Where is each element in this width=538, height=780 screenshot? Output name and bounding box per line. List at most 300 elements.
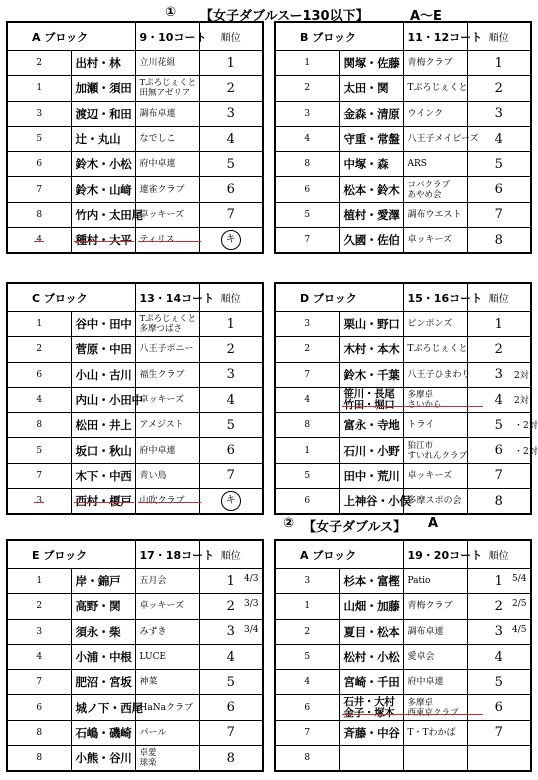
block-c-table xyxy=(6,282,264,515)
seed-number: 8 xyxy=(7,746,71,772)
club-name xyxy=(135,489,199,515)
club-line: Tぷろじぇくと xyxy=(139,314,197,325)
table-row xyxy=(7,337,263,362)
club-name xyxy=(135,438,199,463)
seed-number: 2 xyxy=(275,337,339,362)
table-row xyxy=(275,413,531,438)
table-row xyxy=(275,387,531,412)
pair-names xyxy=(339,387,403,412)
block-court: 17・18コート xyxy=(135,540,199,569)
club-line: ピンポンズ xyxy=(407,319,453,330)
seed-number: 4 xyxy=(36,235,43,246)
table-row xyxy=(7,177,263,202)
seed-number: 5 xyxy=(275,644,339,669)
seed-number: 4 xyxy=(275,670,339,695)
club-name xyxy=(403,152,467,177)
rank-cell: 3 xyxy=(467,619,531,644)
seed-number: 7 xyxy=(275,228,339,254)
seed-number: 7 xyxy=(7,463,71,488)
seed-number: 5 xyxy=(7,126,71,151)
table-row xyxy=(7,569,263,594)
pair-names: 辻・丸山 xyxy=(71,126,135,151)
seed-number: 4 xyxy=(7,387,71,412)
club-name xyxy=(135,463,199,488)
rank-cell: 3 xyxy=(199,101,263,126)
pair-names: 上神谷・小俣 xyxy=(339,489,403,515)
club-line: 多摩卓 xyxy=(407,390,434,401)
block-header-row xyxy=(275,22,531,51)
block-b-table xyxy=(274,21,532,254)
table-row xyxy=(275,569,531,594)
seed-number: 1 xyxy=(275,594,339,619)
table-row xyxy=(275,594,531,619)
club-line: Patio xyxy=(407,576,431,587)
table-row xyxy=(275,228,531,254)
rank-cell: 7 xyxy=(199,463,263,488)
table-row xyxy=(275,337,531,362)
club-line: パール xyxy=(139,727,167,738)
club-line: 府中卓連 xyxy=(139,159,176,170)
seed-number: 3 xyxy=(7,619,71,644)
block-court: 11・12コート xyxy=(403,22,467,51)
seed-number: 6 xyxy=(275,177,339,202)
table-row xyxy=(7,228,263,254)
rank-cell: 6 xyxy=(467,177,531,202)
rank-cell: 5 xyxy=(467,413,531,438)
seed-number: 7 xyxy=(275,362,339,387)
result-note: 2対 xyxy=(514,395,529,406)
seed-number: 8 xyxy=(7,413,71,438)
club-name xyxy=(403,720,467,745)
rank-cell: 1 xyxy=(467,312,531,337)
seed-number: 2 xyxy=(275,76,339,101)
table-row xyxy=(275,362,531,387)
seed-number: 6 xyxy=(7,362,71,387)
block-name: E ブロック xyxy=(7,540,135,569)
club-line: 青い鳥 xyxy=(139,470,167,481)
pair-names: 石川・小野 xyxy=(339,438,403,463)
section1-range: A〜E xyxy=(410,9,442,24)
seed-number: 8 xyxy=(7,202,71,227)
seed-number: 1 xyxy=(7,569,71,594)
pair-names: 種村・大平 xyxy=(75,233,132,248)
block-a2-table xyxy=(274,539,532,772)
club-line: 八王子ひまわり xyxy=(407,369,471,380)
table-row xyxy=(7,76,263,101)
club-line: 連雀クラブ xyxy=(139,184,185,195)
club-name xyxy=(135,413,199,438)
club-line: 立川花組 xyxy=(139,58,176,69)
rank-cell: 2 xyxy=(467,594,531,619)
seed-number: 1 xyxy=(7,312,71,337)
table-row xyxy=(275,463,531,488)
club-name xyxy=(403,463,467,488)
rank-cell: 3 xyxy=(467,101,531,126)
club-line: 卓愛 xyxy=(139,748,157,759)
pair-names: 宮崎・千田 xyxy=(339,670,403,695)
pair-names: 内山・小田中 xyxy=(71,387,135,412)
rank-cell: 7 xyxy=(467,463,531,488)
seed-number: 4 xyxy=(275,126,339,151)
club-line: 調布卓連 xyxy=(139,108,176,119)
rank-cell: 2 xyxy=(199,594,263,619)
pair-names-line: 金子・塚本 xyxy=(344,708,403,719)
club-line: 五月会 xyxy=(139,576,167,587)
rank-cell: 1 xyxy=(199,312,263,337)
rank-cell: 7 xyxy=(467,720,531,745)
club-line: Tぷろじぇくと xyxy=(407,344,468,355)
rank-header: 順位 xyxy=(467,540,531,569)
club-name xyxy=(403,101,467,126)
block-name: A ブロック xyxy=(275,540,403,569)
club-name xyxy=(403,202,467,227)
seed-number: 2 xyxy=(7,337,71,362)
club-line: 八王子メイビーズ xyxy=(407,134,479,145)
seed-number: 6 xyxy=(7,695,71,720)
table-row xyxy=(7,51,263,76)
club-name xyxy=(403,644,467,669)
table-row xyxy=(7,644,263,669)
seed-number: 1 xyxy=(7,76,71,101)
strikethrough-line xyxy=(342,406,483,407)
club-line: 青梅クラブ xyxy=(407,601,453,612)
withdrawn-mark: キ xyxy=(221,491,241,511)
table-row xyxy=(275,695,531,720)
club-name xyxy=(135,569,199,594)
rank-cell: 5 xyxy=(199,413,263,438)
table-row xyxy=(7,720,263,745)
result-note: ・2対 xyxy=(514,421,538,432)
club-name xyxy=(135,695,199,720)
club-name xyxy=(403,76,467,101)
pair-names: 須永・柴 xyxy=(71,619,135,644)
pair-names: 肥沼・宮坂 xyxy=(71,670,135,695)
rank-cell: 8 xyxy=(467,228,531,254)
block-e-table xyxy=(6,539,264,772)
seed-number: 8 xyxy=(275,413,339,438)
club-line: 卓ッキーズ xyxy=(407,470,453,481)
club-name xyxy=(135,51,199,76)
rank-header: 順位 xyxy=(199,22,263,51)
club-line: ティリス xyxy=(140,235,199,245)
club-line: 八王子ポニー xyxy=(139,344,194,355)
pair-names: 松村・小松 xyxy=(339,644,403,669)
rank-cell: 4 xyxy=(199,387,263,412)
table-row xyxy=(7,438,263,463)
club-line: ARS xyxy=(407,159,427,170)
table-row xyxy=(275,312,531,337)
seed-number: 5 xyxy=(275,202,339,227)
rank-cell: 6 xyxy=(199,177,263,202)
pair-names: 松田・井上 xyxy=(71,413,135,438)
pair-names: 関塚・佐藤 xyxy=(339,51,403,76)
seed-number: 7 xyxy=(275,720,339,745)
table-row xyxy=(275,152,531,177)
table-row xyxy=(7,463,263,488)
seed-number: 5 xyxy=(275,463,339,488)
pair-names: 渡辺・和田 xyxy=(71,101,135,126)
pair-names: 山畑・加藤 xyxy=(339,594,403,619)
rank-cell: 5 xyxy=(199,152,263,177)
rank-cell: 8 xyxy=(199,746,263,772)
pair-names: 守重・常盤 xyxy=(339,126,403,151)
club-name xyxy=(403,569,467,594)
pair-names: 竹内・太田尾 xyxy=(71,202,135,227)
rank-cell xyxy=(199,228,263,254)
block-header-row xyxy=(7,283,263,312)
rank-cell xyxy=(199,489,263,515)
club-line: T・Tわかば xyxy=(407,727,456,738)
block-court: 15・16コート xyxy=(403,283,467,312)
club-line: アメジスト xyxy=(139,420,184,431)
seed-number: 6 xyxy=(275,489,339,515)
table-row xyxy=(275,644,531,669)
pair-names: 杉本・富樫 xyxy=(339,569,403,594)
seed-number: 3 xyxy=(275,312,339,337)
club-line: 山吹クラブ xyxy=(140,496,199,506)
block-header-row xyxy=(275,540,531,569)
section2-marker: ② xyxy=(283,516,295,531)
club-name xyxy=(135,337,199,362)
table-row xyxy=(275,438,531,463)
club-name xyxy=(403,228,467,254)
result-note: 4/5 xyxy=(512,624,527,635)
rank-cell: 4 xyxy=(467,644,531,669)
block-header-row xyxy=(7,22,263,51)
result-note: 5/4 xyxy=(512,574,527,584)
seed-number: 8 xyxy=(275,152,339,177)
table-row xyxy=(275,670,531,695)
rank-cell: 7 xyxy=(199,720,263,745)
club-name xyxy=(135,76,199,101)
seed-number: 1 xyxy=(275,438,339,463)
club-name xyxy=(135,619,199,644)
seed-number: 3 xyxy=(36,496,43,507)
club-name xyxy=(135,228,199,254)
section1-marker: ① xyxy=(165,5,177,20)
club-name xyxy=(403,413,467,438)
table-row xyxy=(7,746,263,772)
rank-cell: 1 xyxy=(467,51,531,76)
club-name xyxy=(135,312,199,337)
block-court: 19・20コート xyxy=(403,540,467,569)
seed-number: 7 xyxy=(7,177,71,202)
pair-names: 菅原・中田 xyxy=(71,337,135,362)
table-row xyxy=(275,202,531,227)
club-name xyxy=(403,362,471,387)
rank-cell: 5 xyxy=(199,670,263,695)
club-name xyxy=(403,177,467,202)
rank-cell: 1 xyxy=(199,51,263,76)
pair-names: 小浦・中根 xyxy=(71,644,135,669)
result-note: 3/4 xyxy=(244,624,259,635)
rank-cell: 3 xyxy=(199,362,263,387)
club-name xyxy=(135,720,199,745)
table-row xyxy=(7,362,263,387)
pair-names-line: 石井・大村 xyxy=(343,695,395,708)
pair-names: 出村・林 xyxy=(71,51,135,76)
club-line: 卓ッキーズ xyxy=(139,395,185,406)
result-note: ・2対 xyxy=(514,446,538,457)
pair-names-line: 竹田・堀口 xyxy=(344,400,403,411)
club-name xyxy=(135,152,199,177)
club-line: 西東京クラブ xyxy=(407,707,459,718)
club-line: 多摩スポの会 xyxy=(407,496,462,507)
seed-number: 4 xyxy=(7,644,71,669)
table-row xyxy=(7,489,263,515)
club-name xyxy=(403,387,467,412)
seed-number: 6 xyxy=(7,152,71,177)
section2-range: A xyxy=(428,516,439,531)
club-line: 狛江市 xyxy=(407,440,434,451)
pair-names: 西村・榎戸 xyxy=(75,494,132,509)
pair-names: 久國・佐伯 xyxy=(339,228,403,254)
rank-cell: 2 xyxy=(199,76,263,101)
table-row xyxy=(7,670,263,695)
club-line: 卓ッキーズ xyxy=(139,601,185,612)
seed-number: 1 xyxy=(275,51,339,76)
rank-cell: 4 xyxy=(467,387,531,412)
club-line: トライ xyxy=(407,420,435,431)
club-line: 青梅クラブ xyxy=(407,58,453,69)
club-line: 調布ウエスト xyxy=(407,209,462,220)
club-line: 調布卓連 xyxy=(407,626,444,637)
pair-names-line: 笹川・長尾 xyxy=(343,388,395,401)
pair-names: 城ノ下・西尾 xyxy=(71,695,135,720)
pair-names: 坂口・秋山 xyxy=(71,438,135,463)
withdrawn-mark: キ xyxy=(221,230,241,250)
table-row xyxy=(275,76,531,101)
table-row xyxy=(275,51,531,76)
pair-names xyxy=(71,228,135,254)
section1-title: 【女子ダブルスー130以下】 xyxy=(200,9,369,24)
seed-number: 4 xyxy=(275,387,339,412)
club-line: すいれんクラブ xyxy=(407,450,468,461)
pair-names: 松本・鈴木 xyxy=(339,177,403,202)
result-note: 4/3 xyxy=(244,574,259,584)
club-line: 卓ッキーズ xyxy=(139,209,185,220)
rank-cell: 4 xyxy=(199,126,263,151)
club-line: 府中卓連 xyxy=(407,677,444,688)
club-name xyxy=(403,438,467,463)
club-line: 多摩卓 xyxy=(407,697,434,708)
club-line: Tぷろじぇくと xyxy=(407,83,468,94)
table-row xyxy=(275,177,531,202)
table-row xyxy=(7,413,263,438)
club-line: 府中卓連 xyxy=(139,445,176,456)
table-row xyxy=(7,312,263,337)
club-name xyxy=(403,337,467,362)
club-line: 多摩つばさ xyxy=(139,324,183,335)
club-name xyxy=(403,126,479,151)
table-row xyxy=(7,619,263,644)
rank-cell: 1 xyxy=(467,569,531,594)
rank-cell: 2 xyxy=(467,76,531,101)
rank-cell: 2 xyxy=(199,337,263,362)
seed-number: 3 xyxy=(275,101,339,126)
pair-names: 中塚・森 xyxy=(339,152,403,177)
club-line: みずき xyxy=(139,626,167,637)
table-row xyxy=(7,126,263,151)
club-line: さいから xyxy=(407,400,442,411)
club-line: HaNaクラブ xyxy=(139,702,193,713)
table-row xyxy=(7,695,263,720)
rank-cell: 6 xyxy=(467,695,531,720)
rank-cell: 6 xyxy=(199,438,263,463)
section2-title: 【女子ダブルス】 xyxy=(303,520,407,535)
table-row xyxy=(7,101,263,126)
rank-cell xyxy=(467,746,531,772)
club-line: 田無アゼリア xyxy=(139,88,191,99)
pair-names: 木村・本木 xyxy=(339,337,403,362)
club-line: コバクラブ xyxy=(407,179,451,190)
club-name xyxy=(135,670,199,695)
rank-cell: 3 xyxy=(199,619,263,644)
club-name xyxy=(135,594,199,619)
rank-cell: 1 xyxy=(199,569,263,594)
seed-number: 2 xyxy=(7,594,71,619)
rank-cell: 7 xyxy=(199,202,263,227)
result-note: 2対 xyxy=(514,370,529,381)
club-name xyxy=(135,644,199,669)
club-name xyxy=(403,312,467,337)
club-line: 神菜 xyxy=(139,677,158,688)
club-name xyxy=(135,202,199,227)
pair-names: 田中・荒川 xyxy=(339,463,403,488)
club-line: 球楽 xyxy=(139,758,157,769)
table-row xyxy=(7,387,263,412)
club-name xyxy=(135,746,199,772)
pair-names: 富永・寺地 xyxy=(339,413,403,438)
club-name xyxy=(403,594,467,619)
seed-number xyxy=(7,489,71,515)
rank-cell: 4 xyxy=(199,644,263,669)
rank-cell: 5 xyxy=(467,152,531,177)
pair-names: 岸・錦戸 xyxy=(71,569,135,594)
rank-header: 順位 xyxy=(199,283,263,312)
block-court: 9・10コート xyxy=(135,22,199,51)
pair-names: 加瀬・須田 xyxy=(71,76,135,101)
table-row xyxy=(7,202,263,227)
pair-names xyxy=(339,695,403,720)
block-header-row xyxy=(275,283,531,312)
club-name xyxy=(403,619,467,644)
seed-number: 7 xyxy=(7,670,71,695)
pair-names: 鈴木・千葉 xyxy=(339,362,403,387)
pair-names xyxy=(339,746,403,772)
pair-names: 石嶋・磯崎 xyxy=(71,720,135,745)
pair-names: 鈴木・小松 xyxy=(71,152,135,177)
rank-header: 順位 xyxy=(467,283,531,312)
club-line: ウインク xyxy=(407,108,444,119)
rank-cell: 3 xyxy=(467,362,531,387)
block-court: 13・14コート xyxy=(135,283,199,312)
block-name: A ブロック xyxy=(7,22,135,51)
club-name xyxy=(403,489,467,515)
club-line: あやめ会 xyxy=(407,189,442,200)
seed-number: 6 xyxy=(275,695,339,720)
block-name: D ブロック xyxy=(275,283,403,312)
seed-number: 3 xyxy=(7,101,71,126)
block-name: B ブロック xyxy=(275,22,403,51)
seed-number: 2 xyxy=(275,619,339,644)
rank-cell: 8 xyxy=(467,489,531,515)
pair-names: 栗山・野口 xyxy=(339,312,403,337)
pair-names: 高野・関 xyxy=(71,594,135,619)
club-name xyxy=(403,670,467,695)
club-name xyxy=(403,695,467,720)
rank-cell: 2 xyxy=(467,337,531,362)
